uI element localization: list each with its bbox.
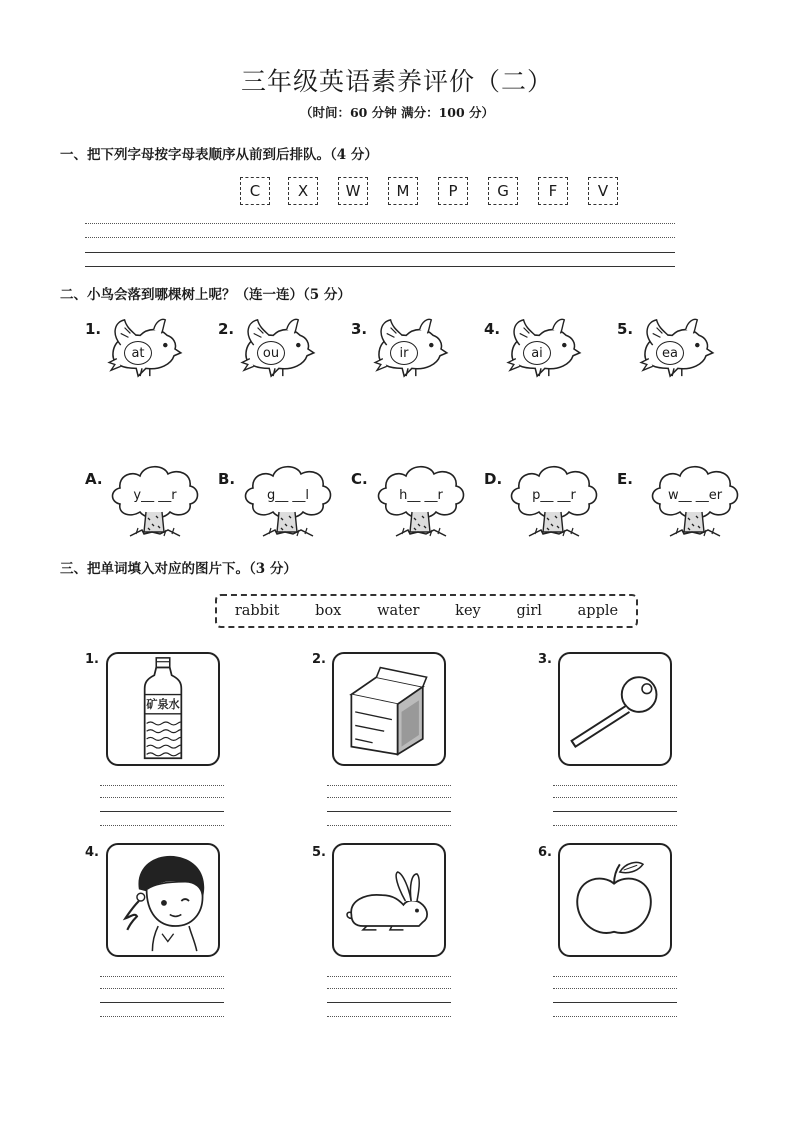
picture-number: 3. <box>538 652 552 667</box>
picture-box <box>332 843 446 957</box>
bird-number: 1. <box>85 320 102 338</box>
letter-box: F <box>538 177 568 205</box>
writing-line-solid[interactable] <box>85 266 675 267</box>
answer-line[interactable] <box>327 785 451 786</box>
answer-line[interactable] <box>100 1002 224 1003</box>
answer-line[interactable] <box>327 976 451 977</box>
letter-box: C <box>240 177 270 205</box>
tree-label: y__ __r <box>133 488 177 503</box>
section3-heading: 三、把单词填入对应的图片下。（3 分） <box>60 561 297 577</box>
section1-heading: 一、把下列字母按字母表顺序从前到后排队。（4 分） <box>60 147 378 163</box>
letter-box: G <box>488 177 518 205</box>
word-bank-item[interactable]: apple <box>577 603 619 619</box>
bird-number: 4. <box>484 320 501 338</box>
key-icon <box>560 654 670 764</box>
letter-box: V <box>588 177 618 205</box>
tree-label: g__ __l <box>267 488 309 503</box>
answer-line[interactable] <box>327 825 451 826</box>
tree-letter: B. <box>218 470 236 488</box>
letter-box: M <box>388 177 418 205</box>
bottle-label: 矿泉水 <box>146 698 180 712</box>
letter-box: W <box>338 177 368 205</box>
answer-line[interactable] <box>100 811 224 812</box>
bird-number: 2. <box>218 320 235 338</box>
water-bottle-icon <box>108 654 218 764</box>
answer-line[interactable] <box>553 1016 677 1017</box>
tree-letter: E. <box>617 470 633 488</box>
tree-letter: A. <box>85 470 103 488</box>
answer-line[interactable] <box>327 1002 451 1003</box>
writing-line-dotted[interactable] <box>85 237 675 238</box>
answer-line[interactable] <box>100 825 224 826</box>
apple-icon <box>560 845 670 955</box>
answer-line[interactable] <box>553 976 677 977</box>
page-subtitle: （时间：60 分钟 满分：100 分） <box>299 105 495 120</box>
bird-label: ea <box>656 341 684 365</box>
picture-box <box>332 652 446 766</box>
answer-line[interactable] <box>327 988 451 989</box>
word-bank-item[interactable]: girl <box>516 603 542 619</box>
picture-number: 5. <box>312 845 326 860</box>
answer-line[interactable] <box>100 785 224 786</box>
answer-line[interactable] <box>327 797 451 798</box>
writing-line-solid[interactable] <box>85 252 675 253</box>
picture-box <box>558 652 672 766</box>
picture-number: 1. <box>85 652 99 667</box>
bird-number: 5. <box>617 320 634 338</box>
picture-number: 2. <box>312 652 326 667</box>
answer-line[interactable] <box>553 811 677 812</box>
picture-number: 6. <box>538 845 552 860</box>
tree-letter: C. <box>351 470 368 488</box>
answer-line[interactable] <box>100 1016 224 1017</box>
answer-line[interactable] <box>553 825 677 826</box>
word-bank-item[interactable]: box <box>315 603 342 619</box>
page-title: 三年级英语素养评价（二） <box>240 67 553 96</box>
bird-label: at <box>124 341 152 365</box>
tree-label: h__ __r <box>399 488 443 503</box>
writing-line-dotted[interactable] <box>85 223 675 224</box>
bird-number: 3. <box>351 320 368 338</box>
answer-line[interactable] <box>327 811 451 812</box>
tree-label: p__ __r <box>532 488 576 503</box>
picture-box <box>558 843 672 957</box>
tree-label: w__ __er <box>667 488 723 503</box>
rabbit-icon <box>334 845 444 955</box>
milk-box-icon <box>334 654 444 764</box>
picture-box <box>106 652 220 766</box>
answer-line[interactable] <box>553 988 677 989</box>
letter-box: X <box>288 177 318 205</box>
picture-number: 4. <box>85 845 99 860</box>
word-bank-item[interactable]: key <box>455 603 481 619</box>
word-bank-item[interactable]: water <box>377 603 420 619</box>
answer-line[interactable] <box>553 1002 677 1003</box>
bird-label: ai <box>523 341 551 365</box>
answer-line[interactable] <box>100 976 224 977</box>
bird-label: ou <box>257 341 285 365</box>
answer-line[interactable] <box>100 797 224 798</box>
letter-box: P <box>438 177 468 205</box>
answer-line[interactable] <box>327 1016 451 1017</box>
answer-line[interactable] <box>553 785 677 786</box>
girl-icon <box>108 845 218 955</box>
picture-box <box>106 843 220 957</box>
section2-heading: 二、小鸟会落到哪棵树上呢？（连一连）（5 分） <box>60 287 351 303</box>
answer-line[interactable] <box>100 988 224 989</box>
word-bank-item[interactable]: rabbit <box>234 603 280 619</box>
answer-line[interactable] <box>553 797 677 798</box>
bird-label: ir <box>390 341 418 365</box>
tree-letter: D. <box>484 470 503 488</box>
word-bank <box>215 594 638 628</box>
